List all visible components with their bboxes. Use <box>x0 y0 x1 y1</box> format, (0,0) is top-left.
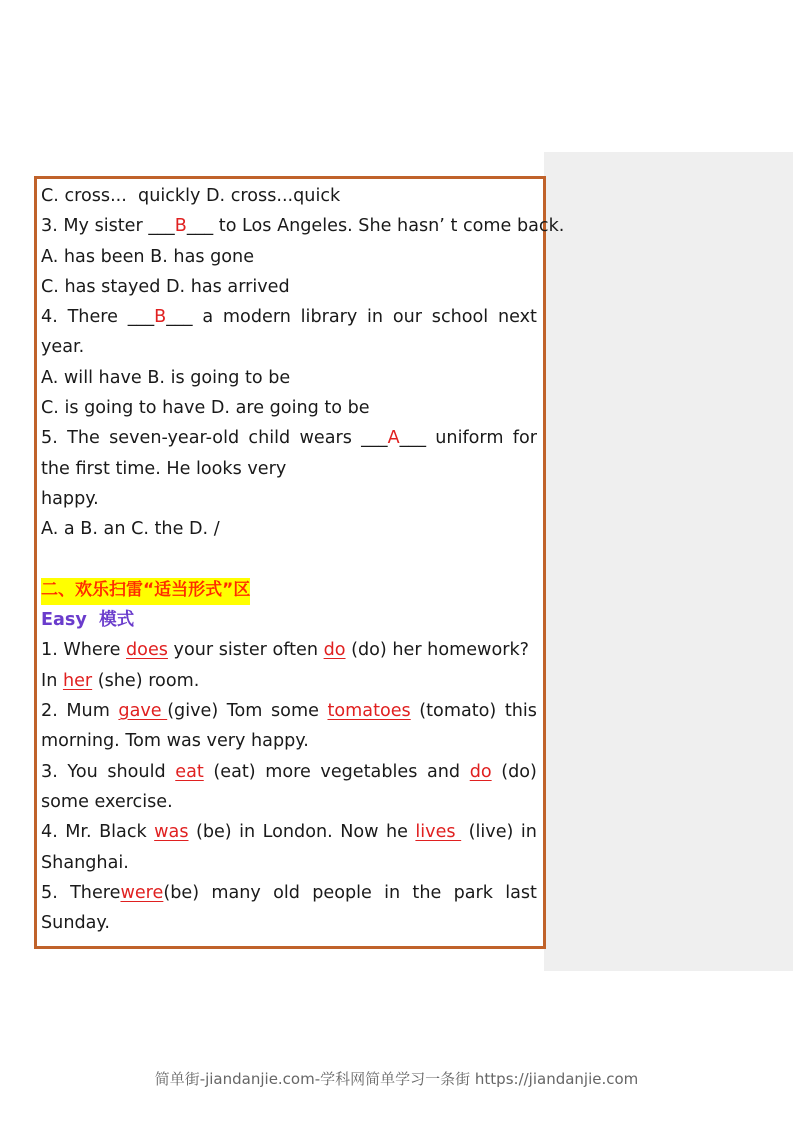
question-text: ___ to Los Angeles. She hasn’ t come back. <box>186 216 565 237</box>
word: child <box>248 428 291 449</box>
word: (give) <box>167 701 219 722</box>
word: (eat) <box>213 761 256 782</box>
word: (be) <box>195 822 232 843</box>
word: vegetables <box>320 761 418 782</box>
word: in <box>520 822 537 843</box>
section-heading <box>41 575 537 605</box>
word: 4. <box>41 822 58 843</box>
fill-question-1 <box>41 635 537 665</box>
side-panel <box>544 152 793 971</box>
spacer <box>41 545 537 575</box>
word: a <box>202 307 214 328</box>
word: school <box>431 307 489 328</box>
question-5 <box>41 423 537 453</box>
blank-line: ___ <box>361 428 388 449</box>
word: park <box>453 882 493 903</box>
answer-group <box>70 878 199 908</box>
word: Mum <box>66 701 110 722</box>
word: 4. <box>41 307 58 328</box>
answer: tomatoes <box>327 701 411 722</box>
word: for <box>512 428 537 449</box>
word: and <box>426 761 461 782</box>
word: You <box>67 761 98 782</box>
option-line <box>41 272 537 302</box>
word: (be) <box>163 882 200 903</box>
word: wears <box>299 428 352 449</box>
fill-question-3 <box>41 757 537 787</box>
text-line <box>41 454 537 484</box>
line-text: C. is going to have D. are going to be <box>41 398 370 419</box>
question-text: your sister often <box>167 640 324 661</box>
answer: do <box>323 640 346 661</box>
answer: was <box>154 822 189 843</box>
word: in <box>367 307 384 328</box>
page-footer: 简单街-jiandanjie.com-学科网简单学习一条街 https://jiandanjie.com <box>154 1070 639 1088</box>
line-text: happy. <box>41 488 99 509</box>
line-text: year. <box>41 337 85 358</box>
text-line <box>41 484 537 514</box>
word: our <box>392 307 423 328</box>
blank <box>128 302 193 332</box>
section-title: 二、欢乐扫雷“适当形式”区 <box>41 578 250 605</box>
word: in <box>384 882 401 903</box>
answer: eat <box>175 761 204 782</box>
answer: B <box>174 216 187 237</box>
mode-label: Easy 模式 <box>41 610 135 631</box>
option-line <box>41 393 537 423</box>
option-line <box>41 514 537 544</box>
word: 5. <box>41 882 58 903</box>
question-4 <box>41 302 537 332</box>
line-text: C. cross... quickly D. cross...quick <box>41 186 341 206</box>
word: 2. <box>41 701 58 722</box>
mode-heading <box>41 605 537 635</box>
word: old <box>273 882 300 903</box>
question-text: (she) room. <box>92 670 200 691</box>
answer: B <box>154 307 167 328</box>
fill-question-5 <box>41 878 537 908</box>
word: 3. <box>41 761 58 782</box>
answer: A <box>387 428 400 449</box>
answer: lives <box>415 822 462 843</box>
option-line <box>41 242 537 272</box>
fill-question-1-cont <box>41 666 537 696</box>
word: last <box>505 882 537 903</box>
question-text: (do) her homework? <box>345 640 529 661</box>
word: There <box>70 882 121 903</box>
line-text: morning. Tom was very happy. <box>41 731 309 752</box>
line-text: C. has stayed D. has arrived <box>41 276 290 297</box>
text-line <box>41 848 537 878</box>
answer: her <box>62 670 93 691</box>
question-text: 1. Where <box>41 640 127 661</box>
word: the <box>412 882 442 903</box>
answer: gave <box>118 701 168 722</box>
answer-group <box>118 696 218 726</box>
word: he <box>385 822 408 843</box>
line-text: Sunday. <box>41 913 110 934</box>
word: Tom <box>226 701 263 722</box>
word: many <box>211 882 261 903</box>
word: Now <box>340 822 379 843</box>
answer: were <box>120 882 164 903</box>
line-text: the first time. He looks very <box>41 458 287 479</box>
word: The <box>67 428 100 449</box>
word: in <box>239 822 256 843</box>
option-line <box>41 363 537 393</box>
word: 5. <box>41 428 58 449</box>
word: this <box>504 701 537 722</box>
word: more <box>265 761 311 782</box>
word: people <box>312 882 372 903</box>
blank-line: ___ <box>166 307 193 328</box>
word: (do) <box>501 761 537 782</box>
fill-question-4 <box>41 817 537 847</box>
worksheet-content <box>41 181 565 938</box>
question-text: 3. My sister ___ <box>41 216 175 237</box>
question-text: In <box>41 670 63 691</box>
answer: do <box>469 761 492 782</box>
blank-line: ___ <box>127 307 155 328</box>
word: library <box>300 307 358 328</box>
text-line <box>41 726 537 756</box>
text-line <box>41 181 537 211</box>
blank-line: ___ <box>399 428 426 449</box>
word: London. <box>262 822 333 843</box>
word: (live) <box>468 822 514 843</box>
text-line <box>41 908 537 938</box>
word: modern <box>222 307 291 328</box>
fill-question-2 <box>41 696 537 726</box>
text-line <box>41 332 537 362</box>
text-line <box>41 787 537 817</box>
word: should <box>107 761 166 782</box>
line-text: some exercise. <box>41 791 173 812</box>
word: There <box>67 307 118 328</box>
line-text: A. a B. an C. the D. / <box>41 519 220 540</box>
line-text: A. has been B. has gone <box>41 246 255 267</box>
word: (tomato) <box>419 701 497 722</box>
line-text: A. will have B. is going to be <box>41 367 291 388</box>
word: seven-year-old <box>109 428 240 449</box>
word: Black <box>99 822 147 843</box>
blank <box>361 423 426 453</box>
word: Mr. <box>65 822 92 843</box>
answer: does <box>126 640 168 661</box>
line-text: Shanghai. <box>41 852 129 873</box>
word: next <box>497 307 537 328</box>
question-3 <box>41 211 565 241</box>
word: some <box>271 701 319 722</box>
word: uniform <box>435 428 504 449</box>
